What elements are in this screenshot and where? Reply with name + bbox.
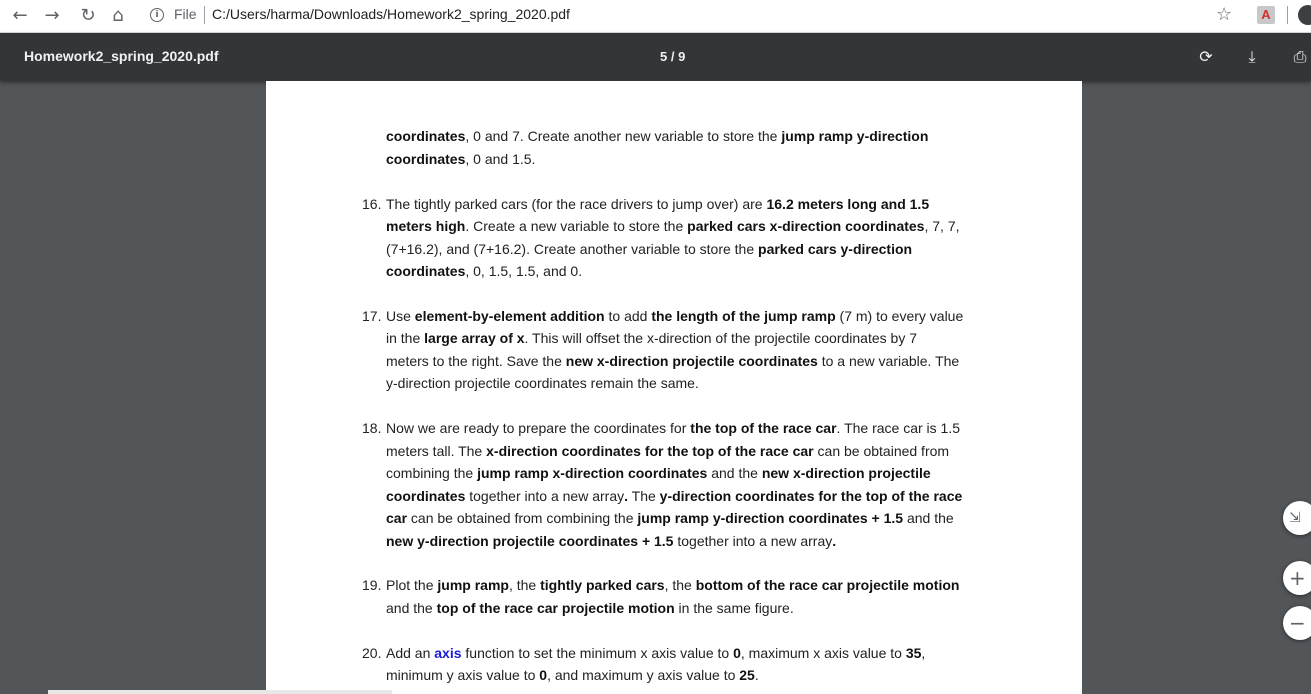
text-line: Plot the jump ramp, the tightly parked cars, the bottom of the race car projectile motion [386,577,960,593]
zoom-in-button[interactable]: + [1283,561,1311,595]
text-line: Add an axis function to set the minimum x axis value to 0, maximum x axis value to 35, [386,645,926,661]
print-icon[interactable]: ⎙ [1293,47,1307,66]
item-number: 19. [362,577,382,593]
text-line: coordinates, 0 and 1.5. [386,151,536,167]
omnibox[interactable] [142,3,1242,27]
home-icon[interactable]: ⌂ [112,5,124,26]
text-line: coordinates, 0, 1.5, 1.5, and 0. [386,263,583,279]
text-line: car can be obtained from combining the jump ramp y-direction coordinates + 1.5 and the [386,510,954,526]
text-line: coordinates, 0 and 7. Create another new variable to store the jump ramp y-direction [386,128,929,144]
text-line: The tightly parked cars (for the race drivers to jump over) are 16.2 meters long and 1.5 [386,196,930,212]
text-line: and the top of the race car projectile motion in the same figure. [386,600,794,616]
zoom-out-button[interactable]: − [1283,606,1311,640]
text-line: meters to the right. Save the new x-direction projectile coordinates to a new variable. The [386,353,960,369]
item-number: 17. [362,308,382,324]
file-scheme-label: File [174,6,197,22]
back-arrow-icon[interactable]: ← [12,5,28,26]
url-text[interactable]: C:/Users/harma/Downloads/Homework2_spring_2020.pdf [212,6,570,22]
item-number: 18. [362,420,382,436]
acrobat-extension-icon[interactable]: A [1257,6,1275,24]
reload-icon[interactable]: ↻ [80,5,96,26]
info-icon[interactable]: i [150,8,164,22]
bookmark-star-icon[interactable]: ☆ [1216,4,1233,25]
forward-arrow-icon[interactable]: → [44,5,60,26]
text-line: (7+16.2), and (7+16.2). Create another variable to store the parked cars y-direction [386,241,913,257]
pdf-page [266,81,1082,694]
profile-avatar[interactable] [1298,5,1311,25]
pdf-title: Homework2_spring_2020.pdf [24,48,219,64]
toolbar-separator [1287,6,1288,24]
text-line: y-direction projectile coordinates remain the same. [386,375,699,391]
text-line: combining the jump ramp x-direction coordinates and the new x-direction projectile [386,465,931,481]
text-line: Now we are ready to prepare the coordinates for the top of the race car. The race car is 1.5 [386,420,961,436]
horizontal-scrollbar[interactable] [48,690,392,694]
browser-address-bar [0,0,1311,33]
text-line: Use element-by-element addition to add the length of the jump ramp (7 m) to every value [386,308,964,324]
pdf-toolbar [0,33,1311,81]
text-line: coordinates together into a new array. The y-direction coordinates for the top of the race [386,488,963,504]
item-number: 16. [362,196,382,212]
download-icon[interactable]: ⤓ [1248,47,1256,66]
text-line: new y-direction projectile coordinates + 1.5 together into a new array. [386,533,837,549]
text-line: minimum y axis value to 0, and maximum y axis value to 25. [386,667,759,683]
text-line: meters high. Create a new variable to store the parked cars x-direction coordinates, 7, 7, [386,218,960,234]
page-indicator[interactable]: 5 / 9 [660,49,686,64]
text-line: meters tall. The x-direction coordinates for the top of the race car can be obtained from [386,443,950,459]
rotate-icon[interactable]: ⟳ [1199,47,1213,66]
omnibox-separator [204,6,205,24]
fit-to-page-button[interactable]: ⇲ [1283,501,1311,535]
item-number: 20. [362,645,382,661]
text-line: in the large array of x. This will offset the x-direction of the projectile coordinates by 7 [386,330,917,346]
